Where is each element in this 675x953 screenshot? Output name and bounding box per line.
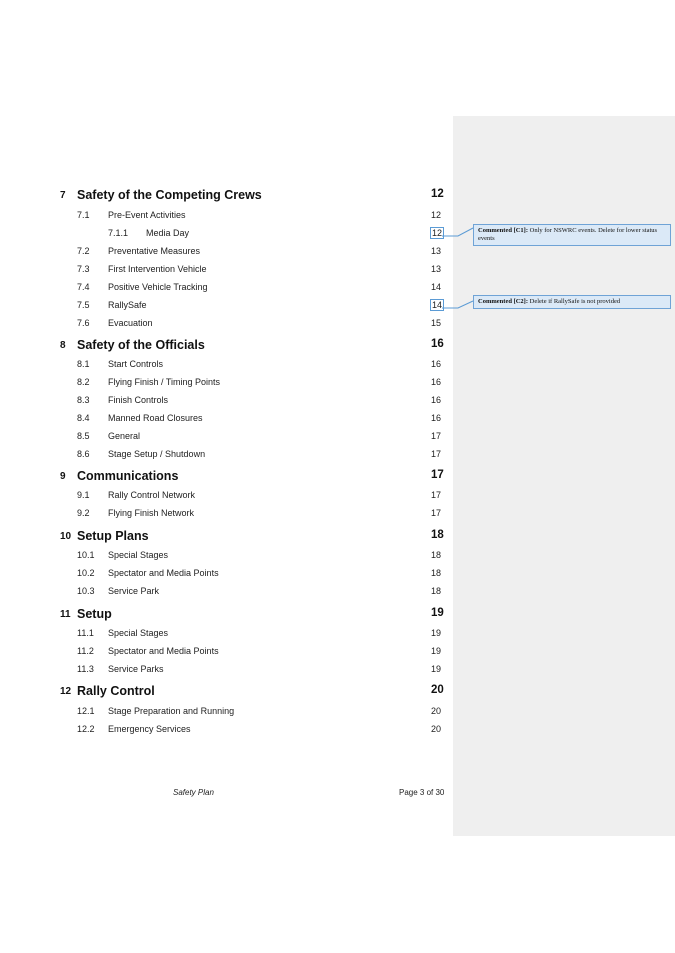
toc-page: 17	[431, 490, 442, 500]
toc-number: 8.4	[77, 413, 90, 423]
toc-title: Preventative Measures	[108, 246, 201, 256]
toc-title: Stage Setup / Shutdown	[108, 449, 206, 459]
footer-document-title: Safety Plan	[173, 788, 214, 797]
comment-anchor-c1[interactable]: 12	[432, 228, 443, 238]
toc-number: 7.5	[77, 300, 90, 310]
toc-page: 16	[431, 338, 444, 350]
toc-page: 17	[431, 449, 442, 459]
toc-title: Manned Road Closures	[108, 413, 203, 423]
toc-number: 10.2	[77, 568, 95, 578]
toc-page: 16	[431, 413, 442, 423]
toc-page: 13	[431, 246, 442, 256]
toc-number: 10.1	[77, 550, 95, 560]
toc-title: Evacuation	[108, 318, 153, 328]
toc-page: 18	[431, 550, 442, 560]
toc-title: Emergency Services	[108, 724, 191, 734]
toc-number: 7.3	[77, 264, 90, 274]
toc-page: 19	[431, 607, 444, 619]
toc-page: 13	[431, 264, 442, 274]
toc-title: Media Day	[146, 228, 190, 238]
toc-number: 11.3	[77, 664, 94, 674]
toc-page: 15	[431, 318, 442, 328]
toc-page: 18	[431, 586, 442, 596]
toc-page: 18	[431, 568, 442, 578]
toc-title: Flying Finish / Timing Points	[108, 377, 221, 387]
comment-label: Commented [C2]:	[478, 298, 529, 305]
toc-title: Flying Finish Network	[108, 508, 195, 518]
toc-number: 7.2	[77, 246, 90, 256]
toc-number: 8	[60, 340, 66, 351]
toc-page: 17	[431, 469, 444, 481]
toc-number: 9	[60, 471, 66, 482]
toc-page: 12	[431, 188, 444, 200]
toc-number: 9.2	[77, 508, 90, 518]
toc-page: 12	[431, 210, 442, 220]
toc-number: 7	[60, 190, 66, 201]
toc-title: Safety of the Officials	[77, 338, 205, 352]
footer-page-number: Page 3 of 30	[399, 788, 445, 797]
toc-page: 19	[431, 628, 442, 638]
toc-title: Special Stages	[108, 628, 169, 638]
toc-number: 7.1	[77, 210, 90, 220]
toc-number: 11	[60, 609, 71, 620]
toc-title: Start Controls	[108, 359, 164, 369]
toc-title: Rally Control Network	[108, 490, 196, 500]
comment-balloon-c1[interactable]	[473, 224, 671, 246]
toc-page: 17	[431, 431, 442, 441]
toc-title: Stage Preparation and Running	[108, 706, 235, 716]
toc-page: 19	[431, 646, 442, 656]
toc-title: RallySafe	[108, 300, 147, 310]
toc-number: 12	[60, 686, 72, 697]
toc-title: Spectator and Media Points	[108, 646, 219, 656]
toc-title: Pre-Event Activities	[108, 210, 186, 220]
comment-connector-c2	[442, 301, 473, 308]
toc-title: Communications	[77, 469, 179, 483]
toc-number: 9.1	[77, 490, 90, 500]
toc-page: 19	[431, 664, 442, 674]
toc-number: 8.3	[77, 395, 90, 405]
toc-number: 10	[60, 531, 72, 542]
comment-label: Commented [C1]:	[478, 227, 529, 234]
toc-title: Rally Control	[77, 684, 155, 698]
toc-number: 12.1	[77, 706, 95, 716]
toc-number: 8.6	[77, 449, 90, 459]
toc-number: 7.1.1	[108, 228, 129, 238]
toc-title: Setup	[77, 607, 112, 621]
toc-number: 8.1	[77, 359, 90, 369]
comment-anchor-c2[interactable]: 14	[432, 300, 443, 310]
toc-title: Setup Plans	[77, 529, 149, 543]
toc-title: First Intervention Vehicle	[108, 264, 207, 274]
toc-number: 10.3	[77, 586, 95, 596]
toc-number: 11.2	[77, 646, 94, 656]
toc-title: Safety of the Competing Crews	[77, 188, 262, 202]
toc-title: Positive Vehicle Tracking	[108, 282, 208, 292]
toc-page: 18	[431, 529, 444, 541]
toc-page: 20	[431, 684, 444, 696]
toc-page: 17	[431, 508, 442, 518]
toc-title: Finish Controls	[108, 395, 169, 405]
toc-title: Service Park	[108, 586, 160, 596]
comment-text: Only for NSWRC events. Delete for lower status events	[478, 227, 658, 243]
toc-page: 16	[431, 377, 442, 387]
comment-text: Delete if RallySafe is not provided	[529, 298, 621, 305]
toc-number: 7.6	[77, 318, 90, 328]
toc-page: 16	[431, 395, 442, 405]
toc-title: Special Stages	[108, 550, 169, 560]
toc-title: Service Parks	[108, 664, 164, 674]
toc-number: 12.2	[77, 724, 95, 734]
toc-number: 8.2	[77, 377, 90, 387]
comment-connector-c1	[442, 228, 473, 236]
toc-page: 14	[431, 282, 442, 292]
toc-page: 20	[431, 706, 442, 716]
toc-number: 7.4	[77, 282, 90, 292]
toc-number: 11.1	[77, 628, 94, 638]
toc-number: 8.5	[77, 431, 90, 441]
toc-title: Spectator and Media Points	[108, 568, 219, 578]
toc-page: 20	[431, 724, 442, 734]
comment-balloon-c2[interactable]	[473, 295, 671, 309]
toc-page: 16	[431, 359, 442, 369]
toc-title: General	[108, 431, 141, 441]
